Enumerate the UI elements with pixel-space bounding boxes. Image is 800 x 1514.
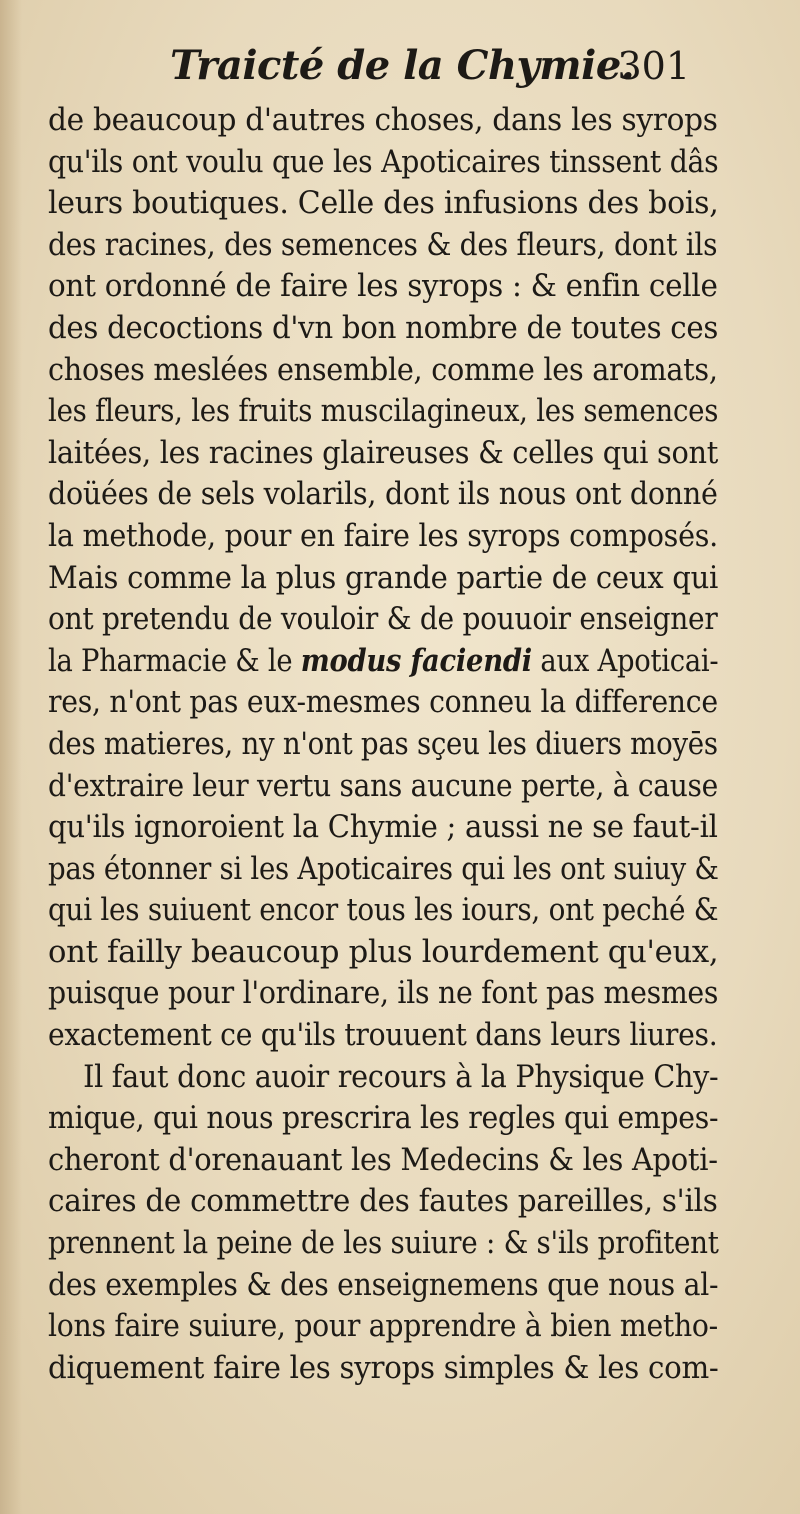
paragraph-start-line: Il faut donc auoir recours à la Physique Chy-	[83, 1058, 719, 1095]
text-line: des exemples & des enseignemens que nous al-	[48, 1266, 719, 1303]
text-segment: aux Apoticai-	[540, 642, 719, 679]
text-line: puisque pour l'ordinare, ils ne font pas mesmes	[48, 975, 719, 1012]
text-line: res, n'ont pas eux-mesmes conneu la difference	[48, 684, 718, 721]
text-line: choses meslées ensemble, comme les aromats,	[48, 351, 718, 388]
text-line: qui les suiuent encor tous les iours, ont peché &	[48, 892, 719, 929]
latin-phrase: modus faciendi	[300, 642, 532, 679]
text-line: diquement faire les syrops simples & les com-	[48, 1349, 719, 1386]
text-segment: la Pharmacie & le	[48, 642, 293, 679]
text-line: la methode, pour en faire les syrops composés.	[48, 517, 718, 554]
body-text	[48, 100, 718, 1389]
text-line: lons faire suiure, pour apprendre à bien metho-	[48, 1308, 718, 1345]
text-line: leurs boutiques. Celle des infusions des bois,	[48, 185, 719, 222]
text-line: des matieres, ny n'ont pas sçeu les diuers moyēs	[48, 725, 718, 762]
text-line: mique, qui nous prescrira les regles qui empes-	[48, 1100, 719, 1137]
text-line: qu'ils ont voulu que les Apoticaires tinssent dâs	[48, 143, 719, 180]
running-title: Traicté de la Chymie.	[170, 42, 635, 89]
page-header	[170, 42, 690, 98]
text-line: ont ordonné de faire les syrops : & enfin celle	[48, 268, 718, 305]
text-line: des decoctions d'vn bon nombre de toutes ces	[48, 309, 719, 346]
text-line-mixed	[48, 641, 719, 683]
text-line: cheront d'orenauant les Medecins & les Apoti-	[48, 1141, 718, 1178]
text-line: de beaucoup d'autres choses, dans les syrops	[48, 102, 718, 138]
text-line: des racines, des semences & des fleurs, dont ils	[48, 226, 718, 263]
text-line: prennent la peine de les suiure : & s'ils profitent	[48, 1225, 719, 1262]
text-line: ont failly beaucoup plus lourdement qu'eux,	[48, 933, 719, 970]
text-line: exactement ce qu'ils trouuent dans leurs liures.	[48, 1017, 718, 1054]
text-line: caires de commettre des fautes pareilles, s'ils	[48, 1183, 718, 1220]
text-line: les fleurs, les fruits muscilagineux, les semences	[48, 393, 719, 430]
text-line: d'extraire leur vertu sans aucune perte, à cause	[48, 767, 718, 804]
page-number: 301	[617, 44, 690, 88]
text-line: qu'ils ignoroient la Chymie ; aussi ne se faut-il	[48, 809, 718, 846]
text-line: doüées de sels volarils, dont ils nous ont donné	[48, 476, 718, 513]
text-line: ont pretendu de vouloir & de pouuoir enseigner	[48, 601, 718, 638]
text-line: laitées, les racines glaireuses & celles qui sont	[48, 434, 719, 471]
page-gutter-shadow	[0, 0, 22, 1514]
text-line: Mais comme la plus grande partie de ceux qui	[48, 559, 719, 596]
text-line: pas étonner si les Apoticaires qui les ont suiuy &	[48, 850, 719, 887]
